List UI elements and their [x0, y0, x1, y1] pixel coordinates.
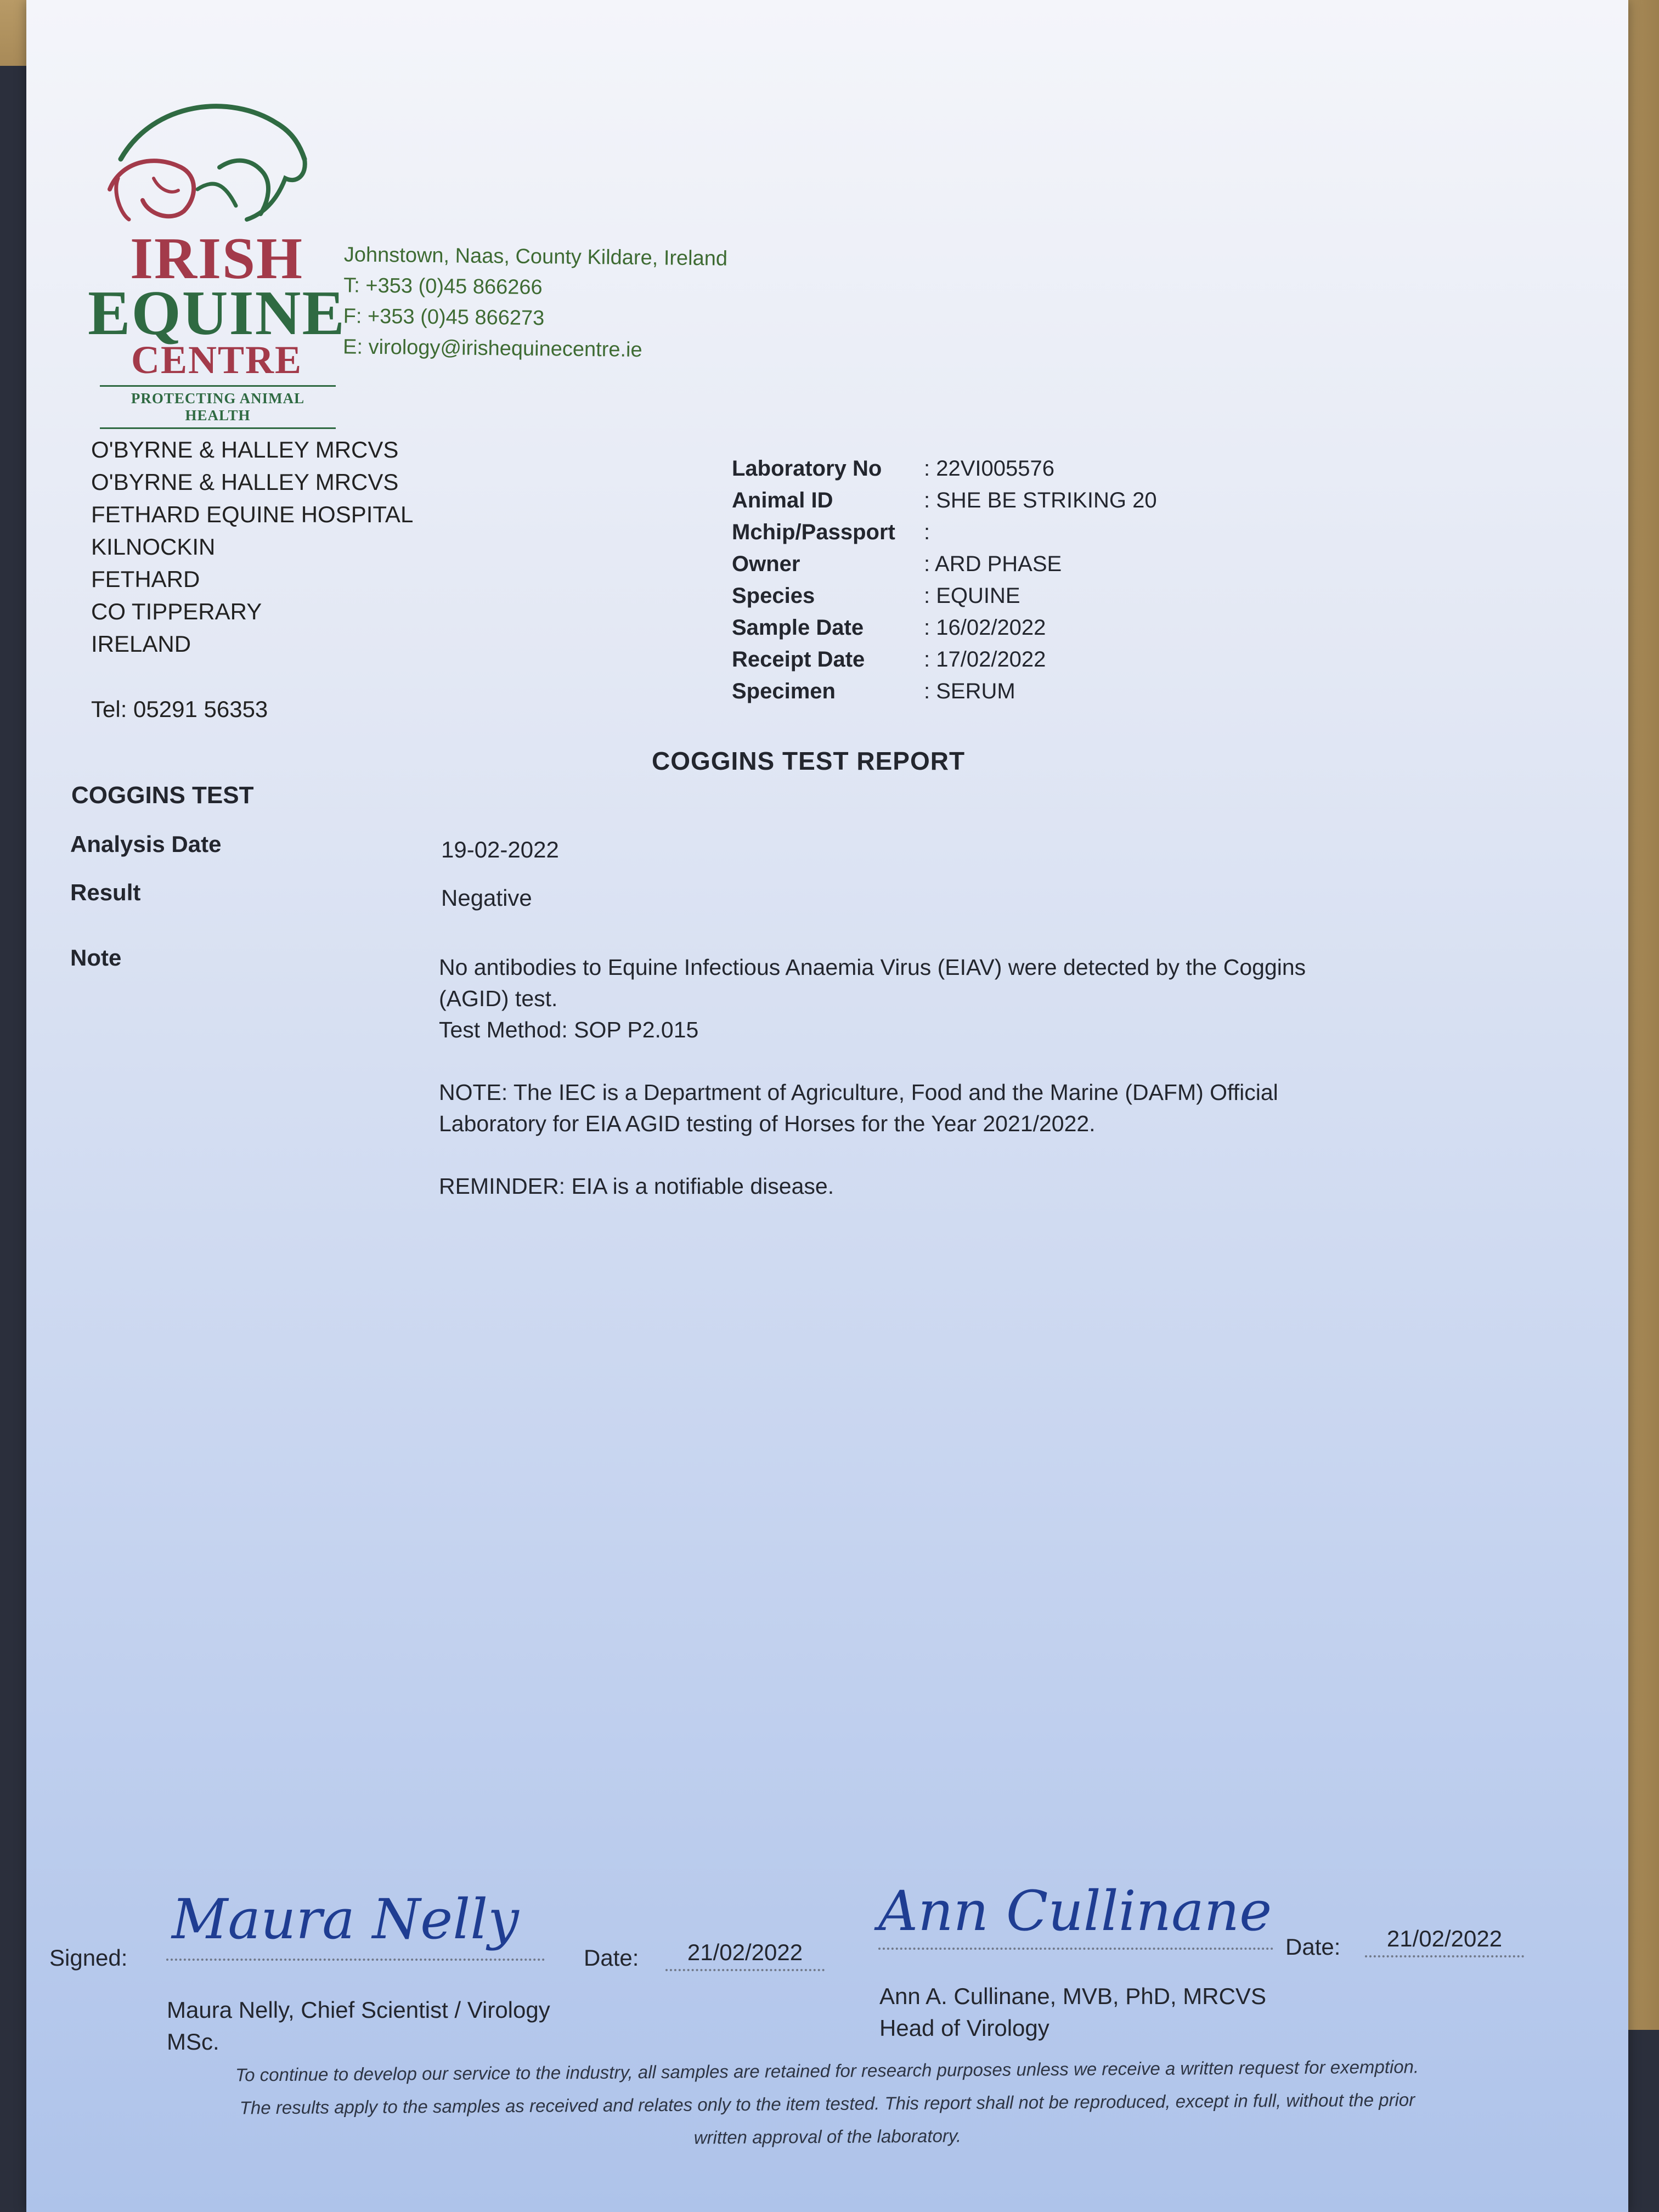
info-value: : EQUINE — [924, 584, 1020, 608]
info-value: : — [924, 520, 930, 544]
info-label: Species — [732, 584, 815, 608]
info-label: Owner — [732, 552, 800, 576]
info-row — [732, 453, 1157, 484]
result-value: Negative — [441, 885, 532, 911]
info-label: Animal ID — [732, 488, 833, 512]
recipient-line: CO TIPPERARY — [91, 599, 262, 624]
info-value: : 22VI005576 — [924, 456, 1054, 481]
result-label: Result — [70, 879, 141, 905]
info-row — [732, 612, 1157, 644]
section-heading: COGGINS TEST — [71, 782, 254, 809]
info-label: Laboratory No — [732, 456, 882, 481]
logo-word-equine: EQUINE — [88, 278, 346, 348]
signer-right-name: Ann A. Cullinane, MVB, PhD, MRCVS — [879, 1983, 1266, 2009]
signer-right-title: Head of Virology — [879, 2015, 1049, 2041]
info-label: Sample Date — [732, 616, 864, 640]
date-right: 21/02/2022 — [1365, 1926, 1524, 1957]
recipient-line: KILNOCKIN — [91, 534, 216, 560]
info-value: : SERUM — [924, 679, 1015, 703]
footer-line: written approval of the laboratory. — [693, 2125, 962, 2148]
info-value: : 16/02/2022 — [924, 616, 1046, 640]
handwritten-signature-right: Ann Cullinane — [878, 1879, 1272, 1943]
recipient-line: O'BYRNE & HALLEY MRCVS — [91, 437, 399, 462]
info-label: Receipt Date — [732, 647, 865, 672]
signature-left — [166, 1887, 545, 1961]
report-title: COGGINS TEST REPORT — [652, 747, 966, 775]
logo-word-irish: IRISH — [129, 226, 304, 291]
info-row — [732, 484, 1157, 516]
info-row — [732, 548, 1157, 580]
note-paragraph: No antibodies to Equine Infectious Anaemia Virus (EIAV) were detected by the Coggins (AGID) test. — [439, 955, 1306, 1011]
date-left: 21/02/2022 — [665, 1939, 825, 1971]
signature-right — [878, 1879, 1273, 1950]
recipient-line: FETHARD — [91, 566, 200, 592]
recipient-address — [91, 433, 413, 725]
contact-block — [343, 239, 727, 366]
info-row — [732, 644, 1157, 675]
signer-left — [167, 1994, 550, 2058]
date-label-left: Date: — [584, 1945, 639, 1971]
signer-left-qualification: MSc. — [167, 2029, 219, 2055]
contact-phone: T: +353 (0)45 866266 — [343, 274, 543, 300]
info-row — [732, 675, 1157, 707]
signer-left-name: Maura Nelly, Chief Scientist / Virology — [167, 1997, 550, 2023]
contact-fax: F: +353 (0)45 866273 — [343, 304, 545, 330]
info-value: : 17/02/2022 — [924, 647, 1046, 672]
analysis-date-value: 19-02-2022 — [441, 837, 559, 862]
horse-head-logo-icon — [88, 96, 346, 228]
date-label-right: Date: — [1285, 1934, 1341, 1960]
logo-word-centre: CENTRE — [131, 338, 303, 382]
note-text — [439, 952, 1317, 1233]
reminder: REMINDER: EIA is a notifiable disease. — [439, 1173, 834, 1199]
recipient-line: FETHARD EQUINE HOSPITAL — [91, 501, 414, 527]
footer-line: The results apply to the samples as received and relates only to the item tested. This report shall not be reproduced, except in full, without the prior — [239, 2089, 1415, 2118]
info-row — [732, 516, 1157, 548]
irish-equine-centre-logo — [88, 96, 346, 424]
signer-right — [879, 1980, 1266, 2044]
handwritten-signature-left: Maura Nelly — [172, 1887, 519, 1951]
info-value: : ARD PHASE — [924, 552, 1062, 576]
info-label: Specimen — [732, 679, 836, 703]
recipient-line: IRELAND — [91, 631, 191, 657]
footer-line: To continue to develop our service to the industry, all samples are retained for research purposes unless we receive a written request for exemption. — [235, 2056, 1419, 2085]
logo-tagline: PROTECTING ANIMAL HEALTH — [100, 385, 336, 429]
note-label: Note — [70, 945, 122, 970]
report-page — [26, 0, 1628, 2212]
info-row — [732, 580, 1157, 612]
info-value: : SHE BE STRIKING 20 — [924, 488, 1157, 512]
footer-disclaimer — [114, 2050, 1541, 2158]
test-method: Test Method: SOP P2.015 — [439, 1017, 699, 1042]
recipient-tel: Tel: 05291 56353 — [91, 696, 268, 722]
contact-email: E: virology@irishequinecentre.ie — [342, 335, 642, 362]
info-label: Mchip/Passport — [732, 520, 895, 544]
analysis-date-label: Analysis Date — [70, 831, 222, 857]
note-paragraph: NOTE: The IEC is a Department of Agriculture, Food and the Marine (DAFM) Official Laboratory for EIA AGID testing of Horses for the Year 2021/2022. — [439, 1080, 1278, 1136]
sample-info-block — [732, 453, 1157, 707]
signed-label: Signed: — [49, 1945, 128, 1971]
recipient-line: O'BYRNE & HALLEY MRCVS — [91, 469, 399, 495]
contact-address: Johnstown, Naas, County Kildare, Ireland — [343, 243, 728, 270]
